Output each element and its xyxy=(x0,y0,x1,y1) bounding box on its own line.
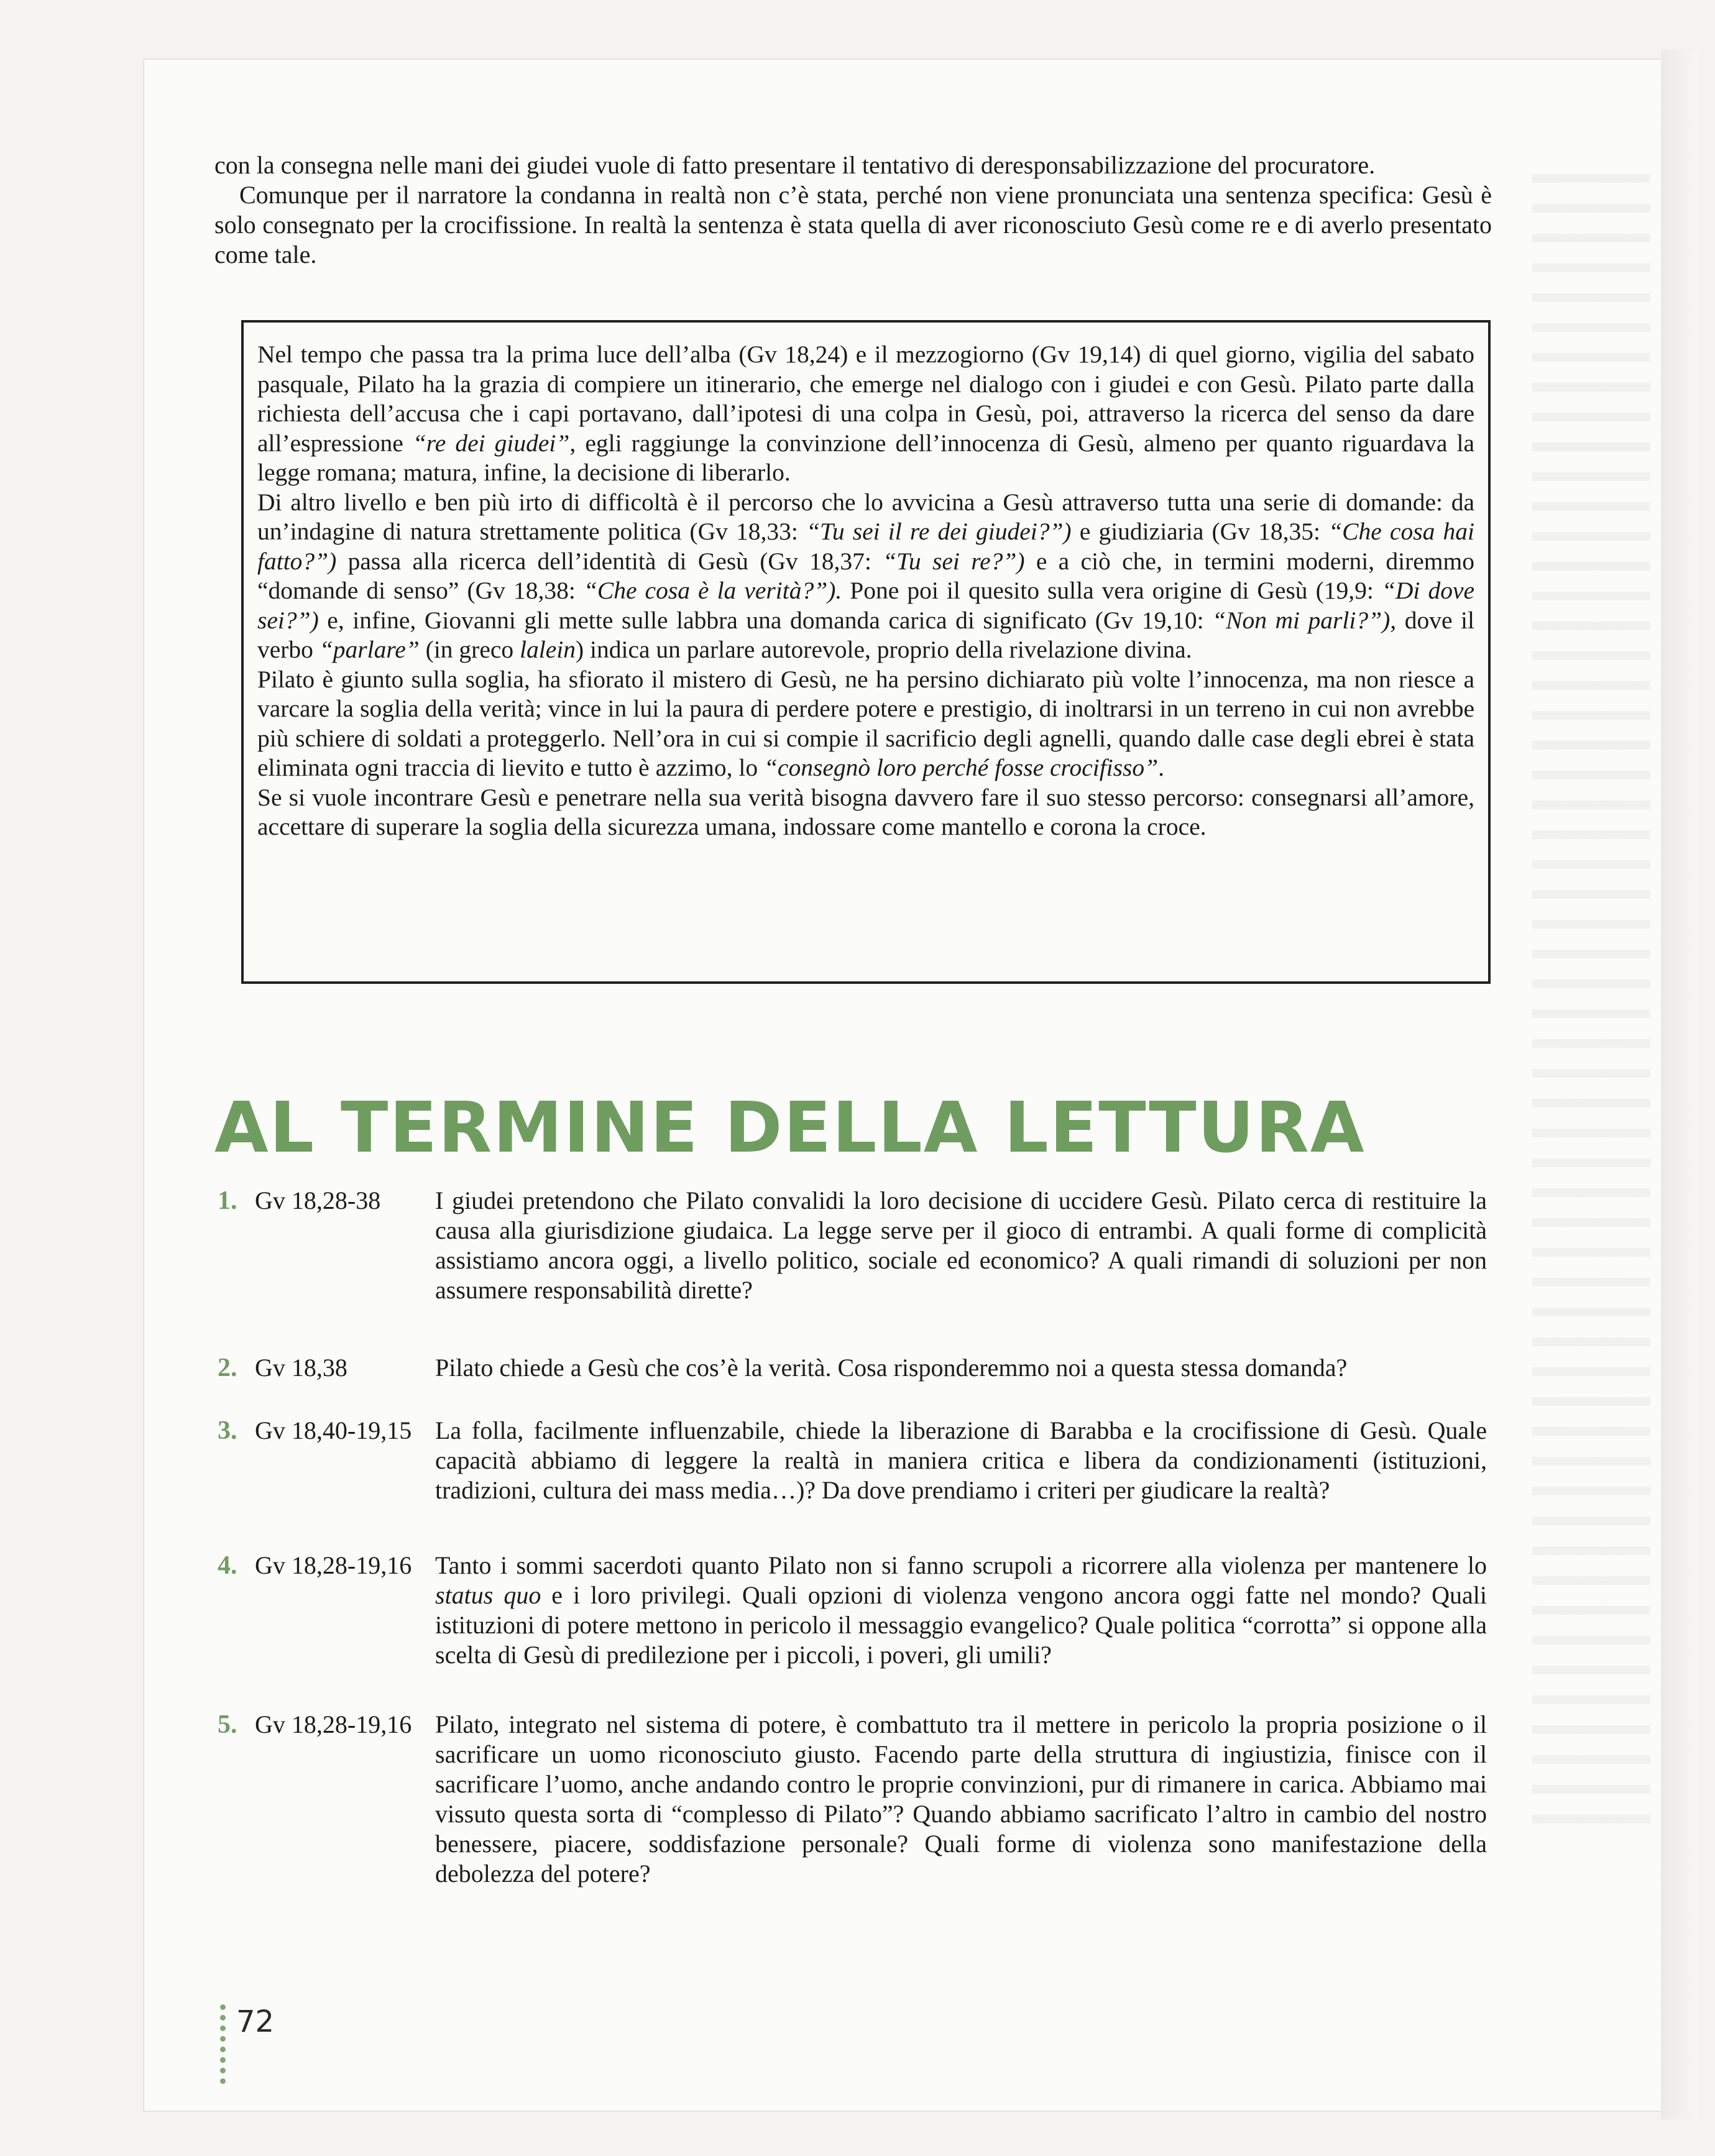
question-text: La folla, facilmente influenzabile, chiede la liberazione di Barabba e la crocifissione di Gesù. Quale capacità abbiamo di leggere la realtà in maniera critica e libera da condizionamenti (istituzioni, tradizioni, cultura dei mass media…)? Da dove prendiamo i criteri per giudicare la realtà? xyxy=(435,1416,1487,1504)
box-p3-text-a: Pilato è giunto sulla soglia, ha sfiorato il mistero di Gesù, ne ha persino dichiarato più volte l’innocenza, ma non riesce a varcare la soglia della verità; vince in lui la paura di perdere potere e prestigio, di inoltrarsi in un terreno in cui non avrebbe più schiere di soldati a proteggerlo. Nell’ora in cui si compie il sacrificio degli agnelli, quando dalle case degli ebrei è stata eliminata ogni traccia di lievito e tutto è azzimo, lo xyxy=(257,665,1474,781)
intro-text xyxy=(214,150,1492,270)
box-p2-text-b: e giudiziaria (Gv 18,35: xyxy=(1071,518,1329,545)
question-number: 2. xyxy=(218,1354,237,1382)
question-text: Pilato chiede a Gesù che cos’è la verità. Cosa risponderemmo noi a questa stessa domanda? xyxy=(435,1354,1348,1382)
box-p2-text-d: e a ciò che, in termini moderni, diremmo “domande di senso” (Gv 18,38: xyxy=(257,547,1474,604)
question-number: 5. xyxy=(218,1710,237,1739)
box-paragraph-3 xyxy=(257,665,1474,783)
box-paragraph-4: Se si vuole incontrare Gesù e penetrare nella sua verità bisogna davvero fare il suo stesso percorso: consegnarsi all’amore, accettare di superare la soglia della sicurezza umana, indossare come mantello e corona la croce. xyxy=(257,783,1474,840)
page-number-dots xyxy=(220,2004,228,2089)
box-p2-quote-4: “Che cosa è la verità?”). xyxy=(583,577,842,604)
box-p2-text-g: dove il verbo xyxy=(257,606,1474,663)
box-p2-text-h: (in greco xyxy=(419,636,520,663)
box-p2-quote-7: “parlare” xyxy=(319,636,420,663)
box-p2-text-i: ) indica un parlare autorevole, proprio della rivelazione divina. xyxy=(576,636,1192,663)
box-p2-text-c: passa alla ricerca dell’identità di Gesù (Gv 18,37: xyxy=(336,547,883,575)
box-p2-quote-6: “Non mi parli?”), xyxy=(1212,606,1397,634)
box-p1-text-a: Nel tempo che passa tra la prima luce dell’alba (Gv 18,24) e il mezzogiorno (Gv 19,14) di quel giorno, vigilia del sabato pasquale, Pilato ha la grazia di compiere un itinerario, che emerge nel dialogo con i giudei e con Gesù. Pilato parte dalla richiesta dell’accusa che i capi portavano, dall’ipotesi di una colpa in Gesù, poi, attraverso la ricerca del senso da dare all’espressione xyxy=(257,341,1474,457)
box-p1-emphasis: “re dei giudei” xyxy=(412,429,570,457)
box-p1-text-b: , egli raggiunge la convinzione dell’innocenza di Gesù, almeno per quanto riguardava la legge romana; matura, infine, la decisione di liberarlo. xyxy=(257,429,1474,486)
box-p2-quote-5: “Di dove sei?”) xyxy=(257,577,1475,634)
box-p2-quote-3: “Tu sei re?”) xyxy=(883,547,1025,575)
question-reference: Gv 18,28-38 xyxy=(255,1186,381,1214)
box-paragraph-1 xyxy=(257,340,1474,488)
question-4-text-a: Tanto i sommi sacerdoti quanto Pilato non si fanno scrupoli a ricorrere alla violenza per mantenere lo xyxy=(435,1551,1487,1579)
box-p2-text-a: Di altro livello e ben più irto di difficoltà è il percorso che lo avvicina a Gesù attraverso tutta una serie di domande: da un’indagine di natura strettamente politica (Gv 18,33: xyxy=(257,488,1474,545)
box-p3-text-b: . xyxy=(1158,754,1164,781)
section-heading: AL TERMINE DELLA LETTURA xyxy=(214,1088,1366,1168)
question-text: I giudei pretendono che Pilato convalidi la loro decisione di uccidere Gesù. Pilato cerca di restituire la causa alla giurisdizione giudaica. La legge serve per il gioco di entrambi. A quali forme di complicità assistiamo ancora oggi, a livello politico, sociale ed economico? A quali rimandi di soluzioni per non assumere responsabilità dirette? xyxy=(435,1186,1487,1304)
question-text xyxy=(435,1551,1487,1670)
question-number: 3. xyxy=(218,1416,237,1445)
box-p3-quote: “consegnò loro perché fosse crocifisso” xyxy=(763,754,1159,781)
bleed-through xyxy=(1532,155,1650,1833)
page-edge xyxy=(1661,50,1698,2119)
question-reference: Gv 18,28-19,16 xyxy=(255,1551,412,1579)
question-4-emphasis: status quo xyxy=(435,1581,541,1609)
commentary-box xyxy=(241,320,1491,984)
box-p2-text-e: Pone poi il quesito sulla vera origine di Gesù (19,9: xyxy=(842,577,1382,604)
question-number: 1. xyxy=(218,1186,237,1215)
box-p2-text-f: e, infine, Giovanni gli mette sulle labbra una domanda carica di significato (Gv 19,10: xyxy=(318,606,1213,634)
box-p2-quote-1: “Tu sei il re dei giudei?”) xyxy=(806,518,1072,545)
intro-paragraph-2: Comunque per il narratore la condanna in realtà non c’è stata, perché non viene pronunciata una sentenza specifica: Gesù è solo consegnato per la crocifissione. In realtà la sentenza è stata quella di aver riconosciuto Gesù come re e di averlo presentato come tale. xyxy=(214,181,1492,268)
question-reference: Gv 18,38 xyxy=(255,1354,347,1382)
page-number: 72 xyxy=(236,2004,275,2039)
box-paragraph-2 xyxy=(257,488,1474,665)
question-4-text-b: e i loro privilegi. Quali opzioni di violenza vengono ancora oggi fatte nel mondo? Quali istituzioni di potere mettono in pericolo il messaggio evangelico? Quale politica “corrotta” si oppone alla scelta di Gesù di predilezione per i piccoli, i poveri, gli umili? xyxy=(435,1581,1487,1669)
box-p2-greek-word: lalein xyxy=(520,636,576,663)
question-reference: Gv 18,40-19,15 xyxy=(255,1416,412,1444)
question-text: Pilato, integrato nel sistema di potere, è combattuto tra il mettere in pericolo la propria posizione o il sacrificare un uomo riconosciuto giusto. Facendo parte della struttura di ingiustizia, finisce con il sacrificare l’uomo, anche andando contro le proprie convinzioni, pur di rimanere in carica. Abbiamo mai vissuto questa sorta di “complesso di Pilato”? Quando abbiamo sacrificato l’altro in cambio del nostro benessere, piacere, soddisfazione personale? Quali forme di violenza sono manifestazione della debolezza del potere? xyxy=(435,1710,1487,1888)
box-p2-quote-2: “Che cosa hai fatto?”) xyxy=(257,518,1474,575)
question-number: 4. xyxy=(218,1551,237,1580)
intro-paragraph-1: con la consegna nelle mani dei giudei vuole di fatto presentare il tentativo di deresponsabilizzazione del procuratore. xyxy=(214,151,1376,179)
question-reference: Gv 18,28-19,16 xyxy=(255,1710,412,1738)
